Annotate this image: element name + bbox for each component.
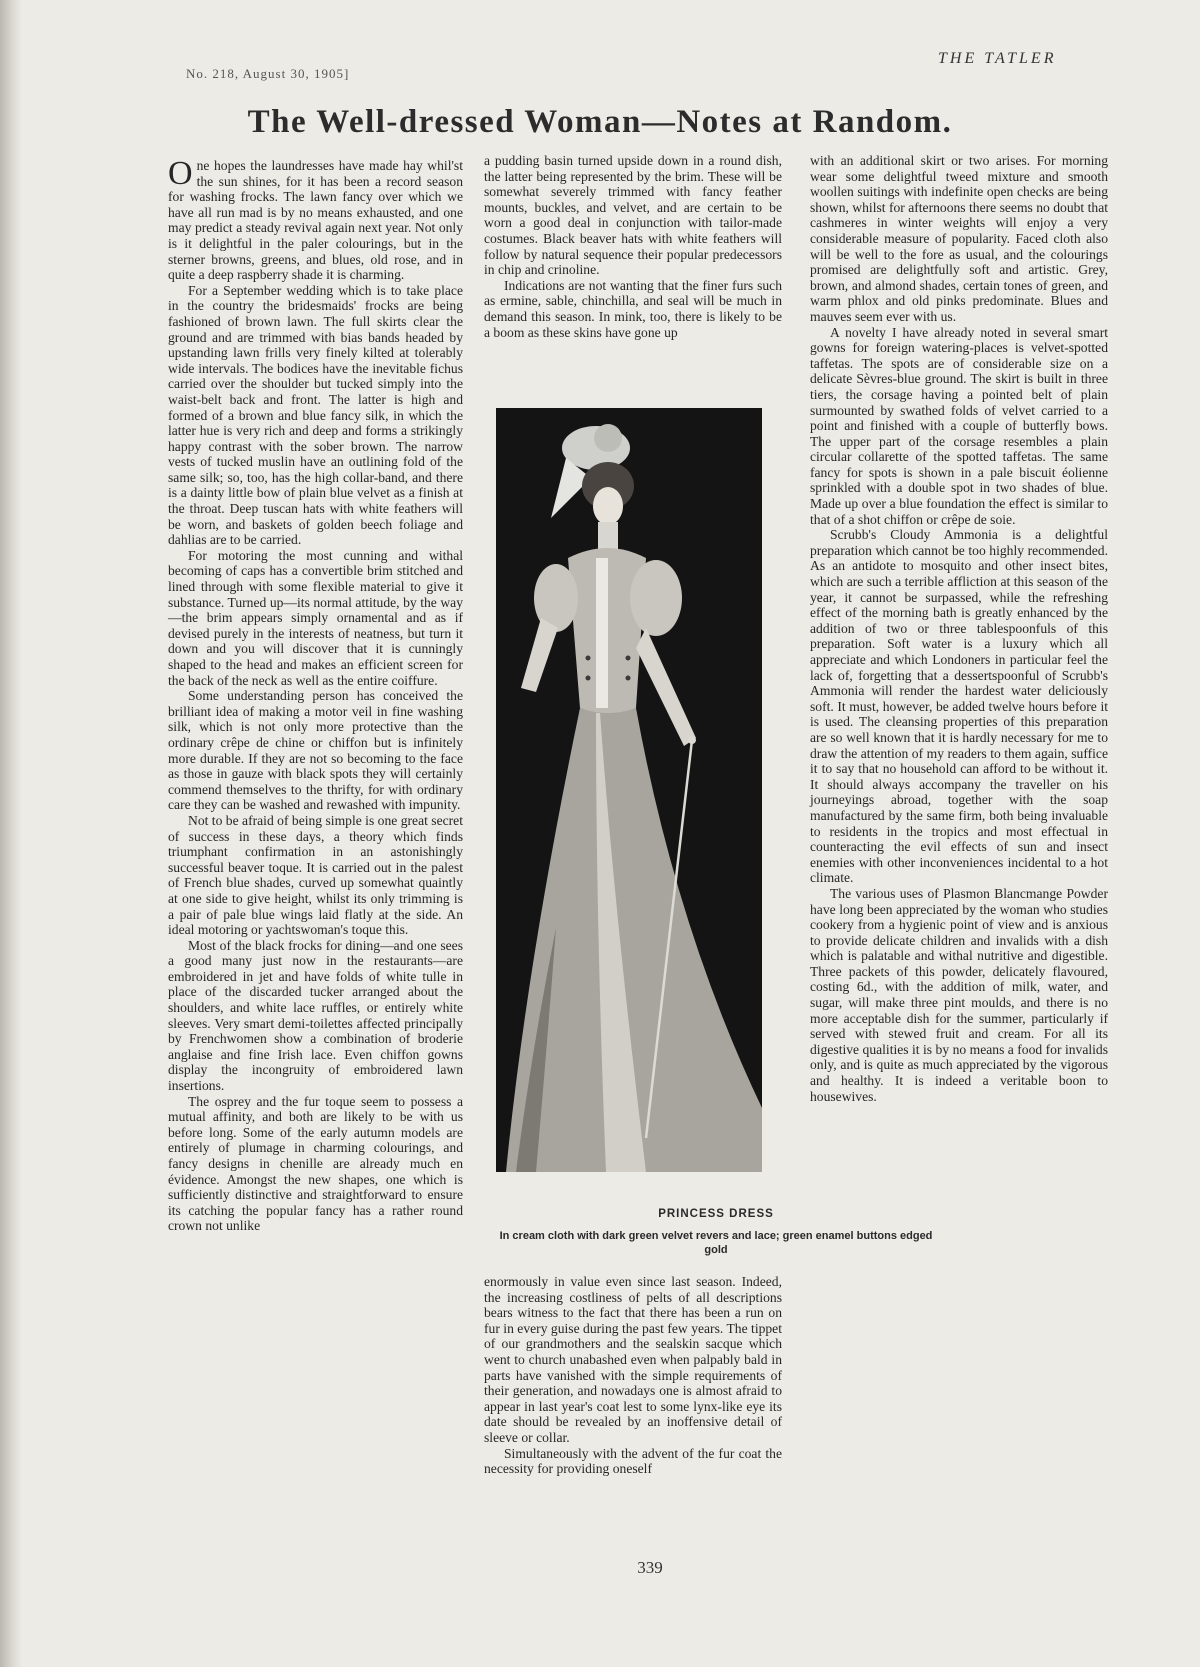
paragraph: Some understanding person has conceived the brilliant idea of making a motor veil in fine washing silk, which is not only more protective than the ordinary crêpe de chine or chiffon but is infinitely more durable. If they are not so becoming to the face as those in gauze with black spots they will certainly commend themselves to the thrifty, for with ordinary care they can be washed and rewashed with impunity. [168, 688, 463, 813]
paragraph: The osprey and the fur toque seem to possess a mutual affinity, and both are likely to be with us before long. Some of the early autumn models are entirely of plumage in charming colourings, and fancy designs in chenille are already much en évidence. Amongst the new shapes, one which is sufficiently distinctive and straightforward to ensure its catching the popular fancy has a rather round crown not unlike [168, 1093, 463, 1234]
column-1 [168, 155, 463, 1533]
column-3 [810, 153, 1108, 1533]
paragraph: Most of the black frocks for dining—and one sees a good many just now in the restaurants—are embroidered in jet and have folds of white tulle in place of the discarded tucker arranged about the shoulders, and white lace ruffles, or entirely white sleeves. Very smart demi-toilettes affected principally by Frenchwomen show a combination of broderie anglaise and fine Irish lace. Even chiffon gowns display the incongruity of embroidered lawn insertions. [168, 937, 463, 1094]
page-number: 339 [637, 1558, 663, 1577]
column-2-bottom [484, 1274, 782, 1536]
paragraph: Indications are not wanting that the finer furs such as ermine, sable, chinchilla, and seal will be much in demand this season. In mink, too, there is likely to be a boom as these skins have gone up [484, 277, 782, 340]
paragraph: with an additional skirt or two arises. For morning wear some delightful tweed mixture and smooth woollen suitings with indefinite open checks are being shown, whilst for afternoons there seems no doubt that cashmeres in winter weights will enjoy a very considerable measure of popularity. Faced cloth also will be well to the fore as usual, and the colourings promised are delightfully soft and artistic. Grey, brown, and almond shades, certain tones of green, and warm phlox and old pinks predominate. Blues and mauves seem ever with us. [810, 153, 1108, 324]
paragraph: One hopes the laundresses have made hay whil'st the sun shines, for it has been a record season for washing frocks. The lawn fancy over which we have all run mad is by no means exhausted, and one may predict a steady revival again next year. Not only is it delightful in the paler colourings, but in the sterner browns, greens, and blues, old rose, and in quite a deep raspberry shade it is charming. [168, 155, 463, 283]
paragraph: enormously in value even since last season. Indeed, the increasing costliness of pelts of all descriptions bears witness to the fact that there has been a run on fur in every guise during the past few years. The tippet of our grandmothers and the sealskin sacque which went to church unabashed even when palpably bald in parts have vanished with the simple requirements of their generation, and nowadays one is almost afraid to appear in last year's coat lest to some lynx-like eye its date should be revealed by an inoffensive detail of sleeve or collar. [484, 1274, 782, 1445]
dress-figure-icon [496, 408, 762, 1172]
paragraph: Not to be afraid of being simple is one great secret of success in these days, a theory which finds triumphant confirmation in an astonishingly successful beaver toque. It is carried out in the palest of French blue shades, curved up somewhat quaintly at one side to give height, whilst its only trimming is a pair of pale blue wings laid flatly at the side. An ideal motoring or yachtswoman's toque this. [168, 812, 463, 938]
paragraph: For motoring the most cunning and withal becoming of caps has a convertible brim stitched and lined through with some flexible material to give it substance. Turned up—its normal attitude, by the way—the brim appears simply ornamental and as if devised purely in the interests of neatness, but turn it down and you will discover that it is cunningly shaped to the head and makes an efficient screen for the back of the neck as well as the entire coiffure. [168, 547, 463, 688]
drop-cap: O [168, 155, 193, 192]
illustration-caption-title: PRINCESS DRESS [658, 1208, 774, 1220]
scan-edge [0, 0, 22, 1667]
masthead: THE TATLER [938, 50, 1057, 67]
paragraph: Scrubb's Cloudy Ammonia is a delightful preparation which cannot be too highly recommended. As an antidote to mosquito and other insect bites, which are such a terrible affliction at this season of the year, it cannot be surpassed, while the refreshing effect of the morning bath is greatly enhanced by the addition of two or three tablespoonfuls of this preparation. Soft water is a luxury which all appreciate and which Londoners in particular feel the lack of, forgetting that a dessertspoonful of Scrubb's Ammonia will render the hardest water deliciously soft. It must, however, be added twelve hours before it is used. The cleansing properties of this preparation are so well known that it is hardly necessary for me to draw the attention of my readers to them again, suffice it to say that no household can afford to be without it. It should always accompany the traveller on his journeyings abroad, together with the soap manufactured by the same firm, both being invaluable to residents in the tropics and most effectual in counteracting the evil effects of sun and insect enemies with other inconveniences incidental to a hot climate. [810, 527, 1108, 886]
paragraph: A novelty I have already noted in several smart gowns for foreign watering-places is velvet-spotted taffetas. The spots are of considerable size on a delicate Sèvres-blue ground. The skirt is built in three tiers, the corsage having a pointed belt of plain surmounted by swathed folds of velvet carried to a point and finished with a couple of butterfly bows. The upper part of the corsage resembles a plain circular collarette of the spotted taffetas. The same fancy for spots is shown in a pale biscuit éolienne sprinkled with a double spot in two shades of blue. Made up over a blue foundation the effect is similar to that of a shot chiffon or crêpe de soie. [810, 324, 1108, 527]
issue-line: No. 218, August 30, 1905] [186, 66, 350, 81]
princess-dress-illustration [496, 408, 762, 1172]
article-title: The Well-dressed Woman—Notes at Random. [247, 104, 953, 140]
paragraph: The various uses of Plasmon Blancmange Powder have long been appreciated by the woman who studies cookery from a hygienic point of view and is anxious to provide delicate children and invalids with a dish which is palatable and withal nutritive and digestible. Three packets of this powder, delicately flavoured, costing 6d., with the addition of milk, water, and sugar, will make three pint moulds, and there is no more acceptable dish for the summer, particularly if served with stewed fruit and cream. For all its digestive qualities it is by no means a food for invalids only, and is quite as much appreciated by the vigorous and healthy. It is indeed a veritable boon to housewives. [810, 885, 1108, 1104]
column-2-top [484, 153, 782, 381]
paragraph: a pudding basin turned upside down in a round dish, the latter being represented by the brim. These will be somewhat severely trimmed with fancy feather mounts, buckles, and velvet, and are certain to be worn a good deal in conjunction with tailor-made costumes. Black beaver hats with white feathers will follow by natural sequence their popular predecessors in chip and crinoline. [484, 153, 782, 278]
paragraph: Simultaneously with the advent of the fur coat the necessity for providing oneself [484, 1445, 782, 1477]
paragraph: For a September wedding which is to take place in the country the bridesmaids' frocks are being fashioned of brown lawn. The full skirts clear the ground and are trimmed with bias bands headed by upstanding lawn frills very finely kilted at tolerably wide intervals. The bodices have the inevitable fichus carried over the shoulder but tucked simply into the waist-belt back and front. The latter is high and formed of a brown and blue fancy silk, in which the latter hue is very rich and deep and forms a strikingly happy contrast with the sober brown. The narrow vests of tucked muslin have an outlining fold of the same silk; so, too, has the high collar-band, and there is a dainty little bow of plain blue velvet as a finish at the throat. Deep tuscan hats with white feathers will be worn, and baskets of golden beech foliage and dahlias are to be carried. [168, 282, 463, 548]
illustration-caption: In cream cloth with dark green velvet revers and lace; green enamel buttons edged gold [499, 1230, 933, 1256]
